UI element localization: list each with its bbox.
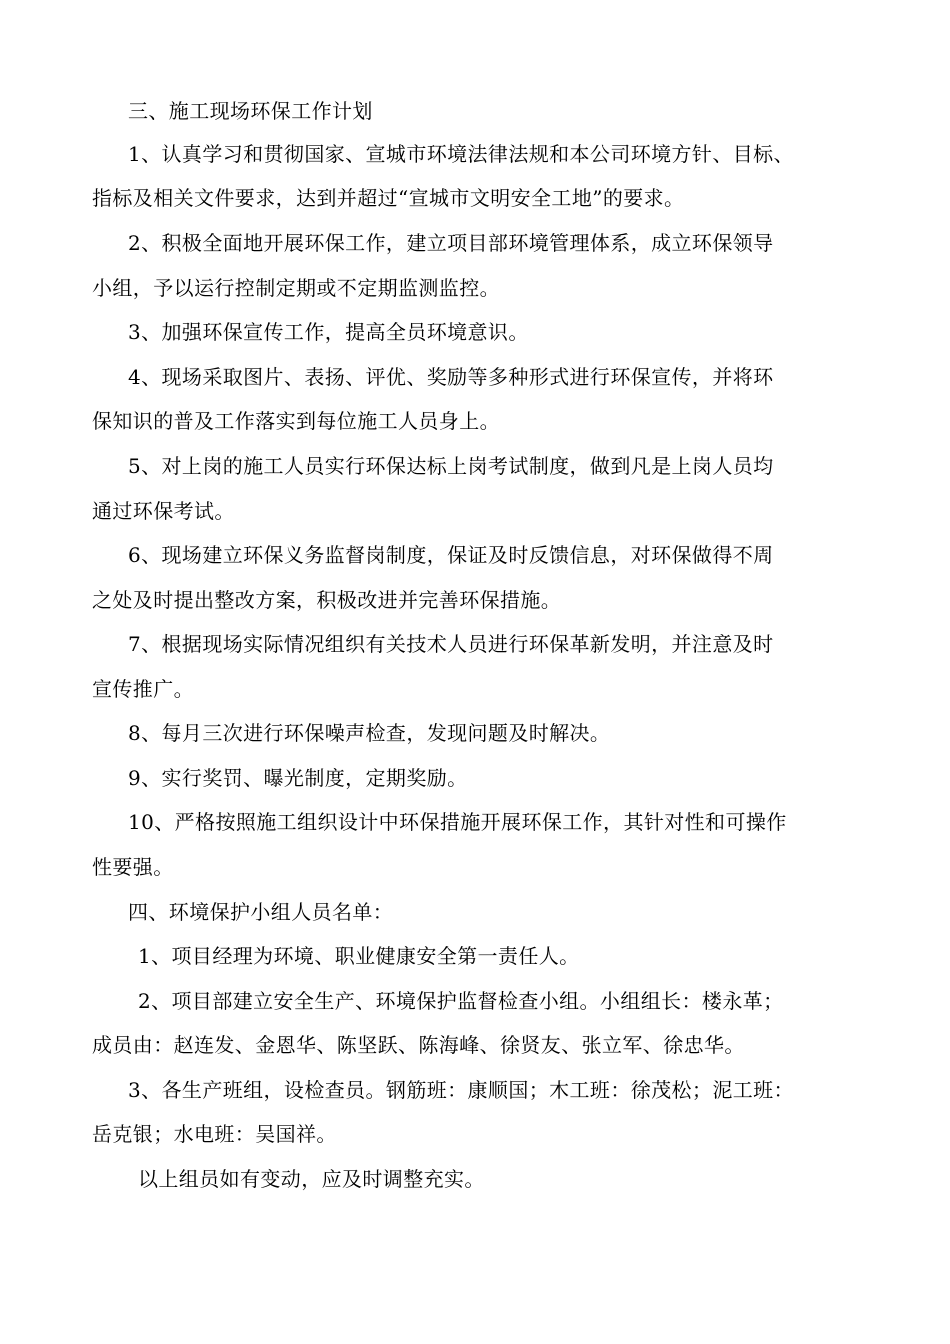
item-10-line-1: 10、严格按照施工组织设计中环保措施开展环保工作，其针对性和可操作 <box>128 810 787 834</box>
item-2-line-2: 小组，予以运行控制定期或不定期监测监控。 <box>92 276 500 300</box>
item-1-line-1: 1、认真学习和贯彻国家、宣城市环境法律法规和本公司环境方针、目标、 <box>128 142 794 166</box>
item-9-line-1: 9、实行奖罚、曝光制度，定期奖励。 <box>128 766 468 790</box>
item-7-line-2: 宣传推广。 <box>92 677 194 701</box>
member-item-1-line-1: 1、项目经理为环境、职业健康安全第一责任人。 <box>138 944 580 968</box>
item-1-line-2: 指标及相关文件要求，达到并超过“宣城市文明安全工地”的要求。 <box>92 186 685 210</box>
member-item-3-line-1: 3、各生产班组，设检查员。钢筋班：康顺国；木工班：徐茂松；泥工班： <box>128 1078 794 1102</box>
item-8-line-1: 8、每月三次进行环保噪声检查，发现问题及时解决。 <box>128 721 611 745</box>
section3-heading: 三、施工现场环保工作计划 <box>128 99 373 123</box>
member-item-2-line-1: 2、项目部建立安全生产、环境保护监督检查小组。小组组长：楼永革； <box>138 989 784 1013</box>
item-5-line-2: 通过环保考试。 <box>92 499 235 523</box>
section4-heading: 四、环境保护小组人员名单： <box>128 900 394 924</box>
item-10-line-2: 性要强。 <box>92 855 174 879</box>
item-6-line-1: 6、现场建立环保义务监督岗制度，保证及时反馈信息，对环保做得不周 <box>128 543 774 567</box>
closing-note: 以上组员如有变动，应及时调整充实。 <box>138 1167 485 1191</box>
item-2-line-1: 2、积极全面地开展环保工作，建立项目部环境管理体系，成立环保领导 <box>128 231 774 255</box>
member-item-2-line-2: 成员由：赵连发、金恩华、陈坚跃、陈海峰、徐贤友、张立军、徐忠华。 <box>92 1033 745 1057</box>
item-4-line-2: 保知识的普及工作落实到每位施工人员身上。 <box>92 409 500 433</box>
item-3-line-1: 3、加强环保宣传工作，提高全员环境意识。 <box>128 320 529 344</box>
item-6-line-2: 之处及时提出整改方案，积极改进并完善环保措施。 <box>92 588 562 612</box>
item-4-line-1: 4、现场采取图片、表扬、评优、奖励等多种形式进行环保宣传，并将环 <box>128 365 774 389</box>
item-5-line-1: 5、对上岗的施工人员实行环保达标上岗考试制度，做到凡是上岗人员均 <box>128 454 774 478</box>
member-item-3-line-2: 岳克银；水电班：吴国祥。 <box>92 1122 337 1146</box>
item-7-line-1: 7、根据现场实际情况组织有关技术人员进行环保革新发明，并注意及时 <box>128 632 774 656</box>
